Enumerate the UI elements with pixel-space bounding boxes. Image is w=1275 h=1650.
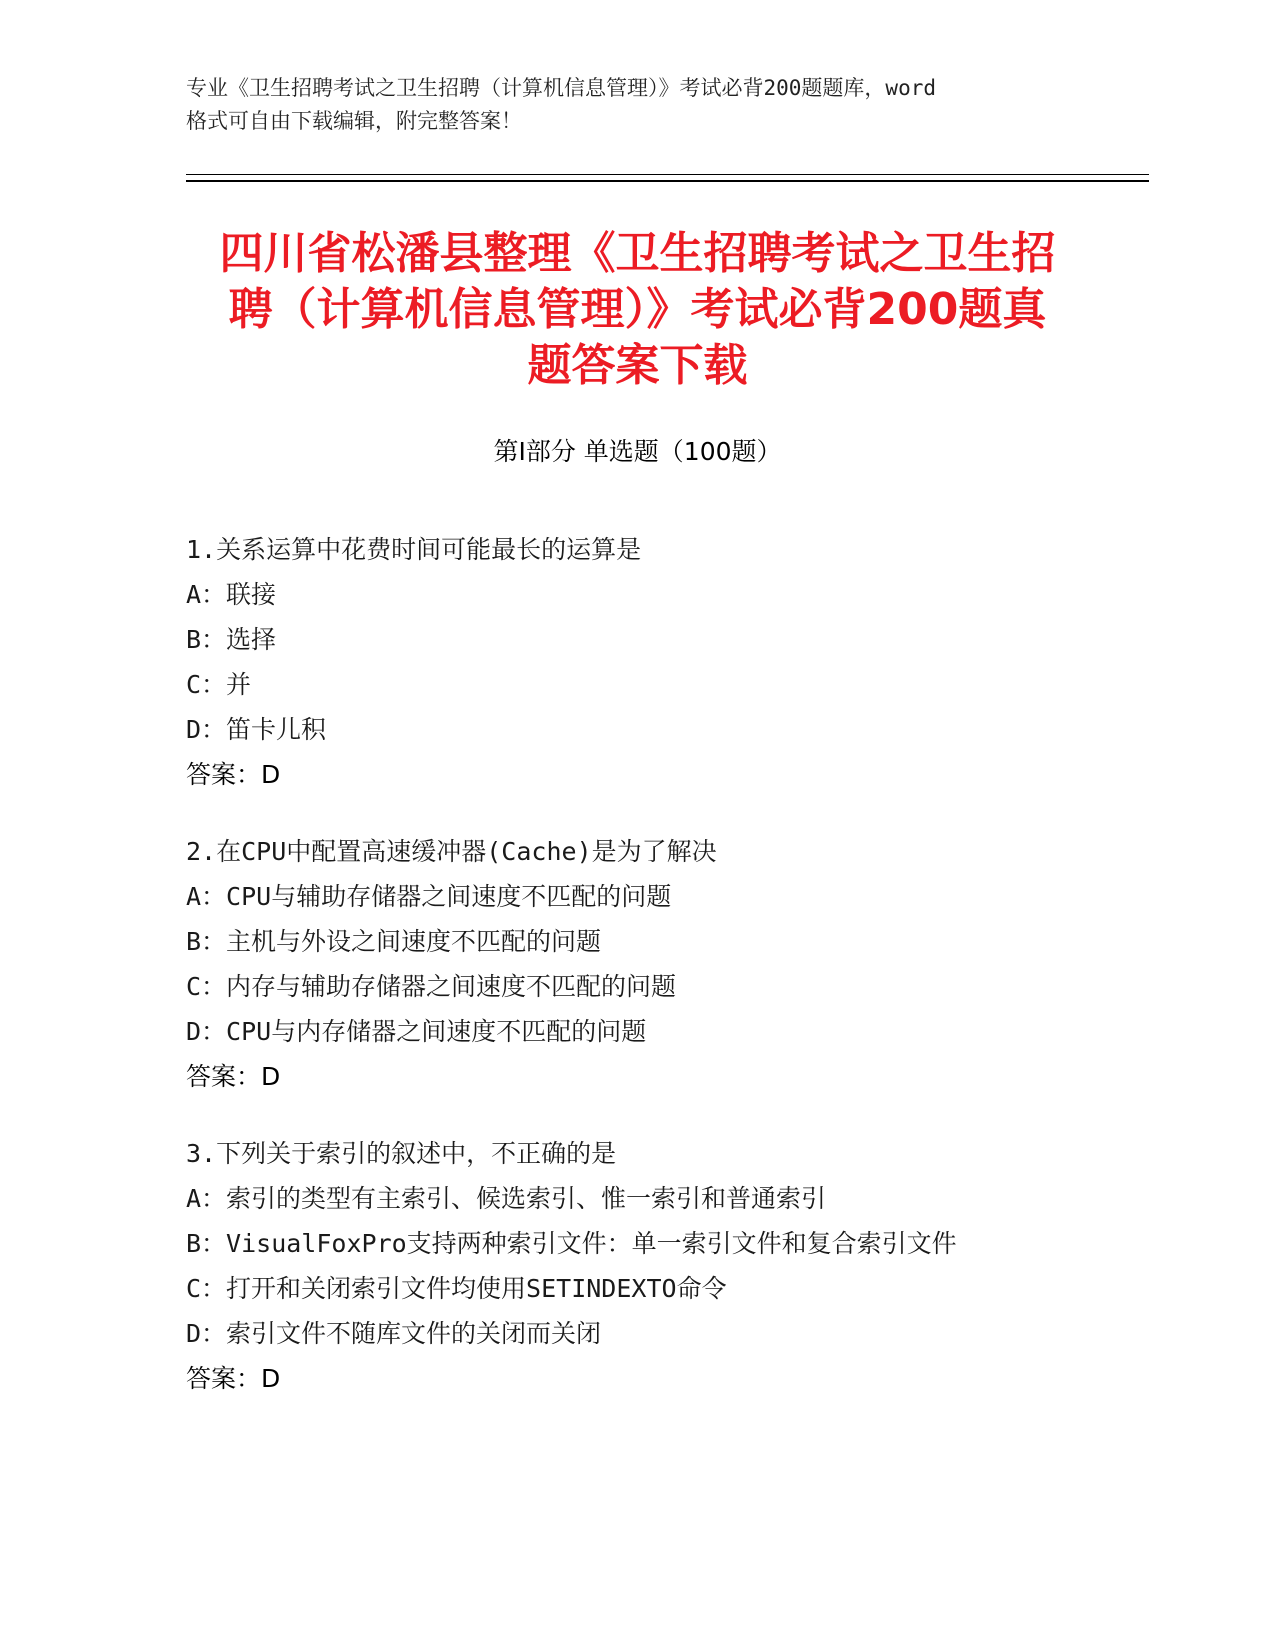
header-note-line-1: 专业《卫生招聘考试之卫生招聘（计算机信息管理）》考试必背200题题库，word bbox=[186, 76, 936, 100]
question-3 bbox=[186, 1131, 1116, 1401]
question-stem: 1.关系运算中花费时间可能最长的运算是 bbox=[186, 535, 642, 564]
question-1 bbox=[186, 527, 1116, 797]
option-b: B：选择 bbox=[186, 625, 277, 654]
document-title bbox=[190, 226, 1085, 394]
option-d: D：索引文件不随库文件的关闭而关闭 bbox=[186, 1319, 602, 1348]
option-c: C：并 bbox=[186, 670, 252, 699]
option-d: D：笛卡儿积 bbox=[186, 715, 327, 744]
option-a: A：CPU与辅助存储器之间速度不匹配的问题 bbox=[186, 882, 672, 911]
header-divider-thick bbox=[186, 180, 1149, 182]
document-title-line-1: 四川省松潘县整理《卫生招聘考试之卫生招 bbox=[219, 228, 1056, 279]
answer: 答案：D bbox=[186, 760, 281, 789]
option-c: C：内存与辅助存储器之间速度不匹配的问题 bbox=[186, 972, 677, 1001]
question-stem: 2.在CPU中配置高速缓冲器(Cache)是为了解决 bbox=[186, 837, 717, 866]
option-d: D：CPU与内存储器之间速度不匹配的问题 bbox=[186, 1017, 647, 1046]
answer: 答案：D bbox=[186, 1062, 281, 1091]
answer: 答案：D bbox=[186, 1364, 281, 1393]
option-b: B：主机与外设之间速度不匹配的问题 bbox=[186, 927, 602, 956]
option-a: A：索引的类型有主索引、候选索引、惟一索引和普通索引 bbox=[186, 1184, 827, 1213]
question-stem: 3.下列关于索引的叙述中，不正确的是 bbox=[186, 1139, 617, 1168]
option-b: B：VisualFoxPro支持两种索引文件：单一索引文件和复合索引文件 bbox=[186, 1229, 957, 1258]
header-note-line-2: 格式可自由下载编辑，附完整答案！ bbox=[186, 109, 522, 133]
option-c: C：打开和关闭索引文件均使用SETINDEXTO命令 bbox=[186, 1274, 727, 1303]
section-title: 第Ⅰ部分 单选题（100题） bbox=[493, 437, 782, 466]
question-list bbox=[186, 527, 1116, 1433]
header-note bbox=[186, 72, 1086, 138]
header-divider-thin bbox=[186, 174, 1149, 175]
option-a: A：联接 bbox=[186, 580, 277, 609]
document-title-line-3: 题答案下载 bbox=[527, 340, 748, 391]
question-2 bbox=[186, 829, 1116, 1099]
document-title-line-2: 聘（计算机信息管理）》考试必背200题真 bbox=[228, 284, 1047, 335]
